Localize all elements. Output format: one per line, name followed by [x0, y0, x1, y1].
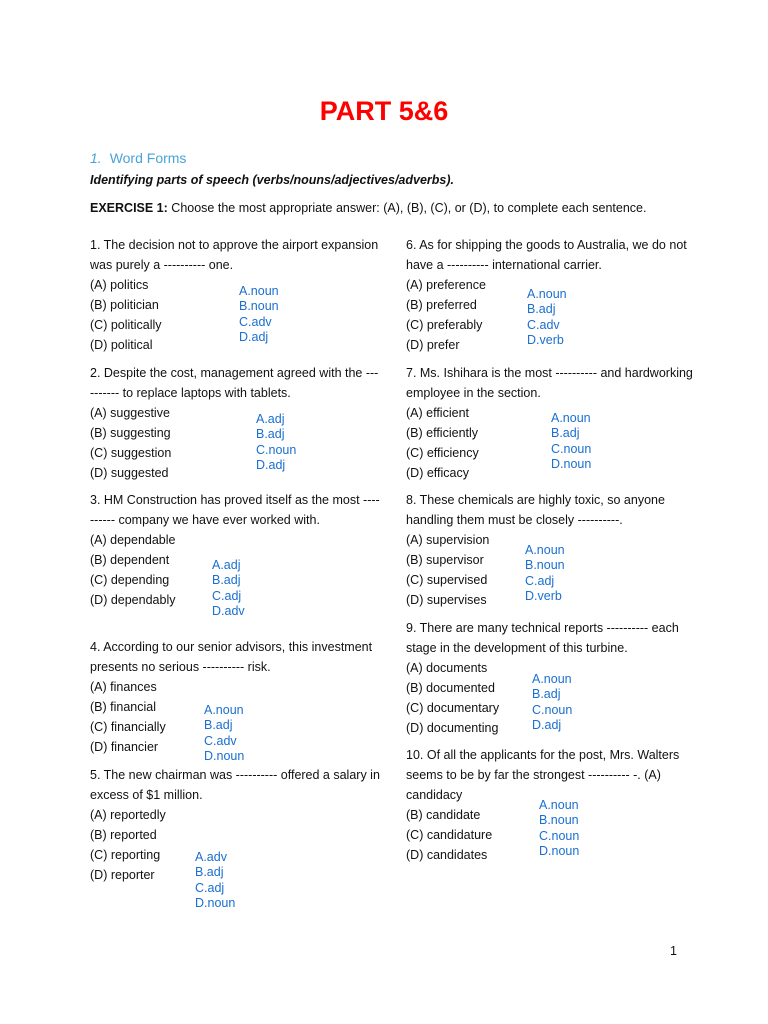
- answer-notes-4: [204, 703, 244, 764]
- option: (B) candidate: [406, 808, 481, 822]
- answer-note: C.adv: [527, 317, 560, 332]
- answer-note: A.noun: [532, 672, 572, 686]
- option: (C) candidature: [406, 828, 493, 842]
- answer-notes-10: [539, 798, 579, 859]
- option: (C) politically: [90, 318, 162, 332]
- answer-note: A.adj: [256, 412, 285, 426]
- answer-note: A.noun: [204, 703, 244, 717]
- answer-note: C.noun: [539, 828, 580, 843]
- answer-note: C.adj: [212, 588, 242, 603]
- answer-note: B.noun: [525, 558, 565, 573]
- section-number: 1.: [90, 150, 102, 166]
- option: (A) suggestive: [90, 406, 170, 420]
- option: (A) efficient: [406, 406, 469, 420]
- option: (D) efficacy: [406, 466, 469, 480]
- option: (B) financial: [90, 700, 156, 714]
- option: (D) documenting: [406, 721, 499, 735]
- answer-note: B.adj: [527, 302, 556, 317]
- answer-note: A.noun: [525, 543, 565, 557]
- answer-note: C.noun: [256, 442, 297, 457]
- option: (D) reporter: [90, 868, 155, 882]
- option: (B) preferred: [406, 298, 477, 312]
- answer-note: C.noun: [532, 702, 573, 717]
- question-stem: 7. Ms. Ishihara is the most ---------- and hardworking employee in the section.: [406, 366, 693, 400]
- option: (A) politics: [90, 278, 149, 292]
- option: (C) financially: [90, 720, 166, 734]
- answer-notes-3: [212, 558, 245, 619]
- option: (B) efficiently: [406, 426, 479, 440]
- section-label: Word Forms: [109, 150, 187, 166]
- answer-note: B.noun: [239, 299, 279, 314]
- option: (D) financier: [90, 740, 159, 754]
- answer-note: C.adj: [525, 573, 555, 588]
- answer-note: B.noun: [539, 813, 579, 828]
- question-stem: 3. HM Construction has proved itself as the most ---------- company we have ever worked with.: [90, 493, 380, 527]
- question-stem: 4. According to our senior advisors, this investment presents no serious ---------- risk.: [90, 640, 373, 674]
- answer-note: C.adj: [195, 880, 225, 895]
- answer-note: C.adv: [204, 733, 237, 748]
- answer-note: A.adj: [212, 558, 241, 572]
- answer-notes-9: [532, 672, 572, 733]
- option: (A) supervision: [406, 533, 490, 547]
- question-stem: 5. The new chairman was ---------- offered a salary in excess of $1 million.: [90, 768, 380, 802]
- answer-notes-5: [195, 850, 235, 911]
- answer-note: A.noun: [527, 287, 567, 301]
- question-stem: 10. Of all the applicants for the post, Mrs. Walters seems to be by far the strongest ---------- -. (A) candidacy: [406, 748, 680, 802]
- answer-notes-7: [551, 411, 591, 472]
- option: (D) prefer: [406, 338, 460, 352]
- answer-notes-6: [527, 287, 567, 348]
- option: (C) preferably: [406, 318, 483, 332]
- answer-note: D.noun: [551, 456, 592, 471]
- option: (B) documented: [406, 681, 495, 695]
- answer-note: B.adj: [256, 427, 285, 442]
- answer-note: C.adv: [239, 314, 272, 329]
- answer-note: D.verb: [527, 332, 564, 347]
- option: (A) documents: [406, 661, 488, 675]
- option: (B) politician: [90, 298, 159, 312]
- question-stem: 9. There are many technical reports ---------- each stage in the development of this turbine.: [406, 621, 679, 655]
- option: (A) finances: [90, 680, 157, 694]
- answer-note: D.verb: [525, 588, 562, 603]
- answer-note: B.adj: [551, 426, 580, 441]
- answer-note: D.noun: [204, 748, 245, 763]
- answer-note: B.adj: [195, 865, 224, 880]
- question-stem: 8. These chemicals are highly toxic, so anyone handling them must be closely ----------.: [406, 493, 665, 527]
- answer-note: D.noun: [539, 843, 580, 858]
- exercise-instruction: [90, 201, 646, 215]
- answer-note: D.noun: [195, 895, 236, 910]
- page-number: 1: [670, 944, 677, 958]
- section-heading: [90, 150, 186, 166]
- question-stem: 6. As for shipping the goods to Australia, we do not have a ---------- international carrier.: [406, 238, 687, 272]
- option: (D) suggested: [90, 466, 169, 480]
- option: (B) reported: [90, 828, 157, 842]
- option: (C) documentary: [406, 701, 500, 715]
- option: (A) preference: [406, 278, 486, 292]
- option: (B) suggesting: [90, 426, 171, 440]
- answer-notes-1: [239, 284, 279, 345]
- question-1: [90, 235, 380, 355]
- option: (C) suggestion: [90, 446, 172, 460]
- subtitle: Identifying parts of speech (verbs/nouns/adjectives/adverbs).: [90, 173, 454, 187]
- question-stem: 2. Despite the cost, management agreed with the ---------- to replace laptops with tablets.: [90, 366, 379, 400]
- option: (D) dependably: [90, 593, 176, 607]
- option: (A) reportedly: [90, 808, 166, 822]
- answer-note: B.adj: [532, 687, 561, 702]
- option: (C) depending: [90, 573, 170, 587]
- answer-note: D.adj: [532, 717, 562, 732]
- exercise-text: Choose the most appropriate answer: (A), (B), (C), or (D), to complete each sentence.: [167, 201, 647, 215]
- page-title: PART 5&6: [319, 96, 449, 126]
- option: (C) supervised: [406, 573, 488, 587]
- question-2: [90, 363, 380, 483]
- answer-note: B.adj: [212, 573, 241, 588]
- answer-note: D.adj: [256, 457, 286, 472]
- answer-note: A.adv: [195, 850, 227, 864]
- answer-note: A.noun: [539, 798, 579, 812]
- option: (B) supervisor: [406, 553, 484, 567]
- answer-note: A.noun: [551, 411, 591, 425]
- option: (A) dependable: [90, 533, 176, 547]
- option: (C) reporting: [90, 848, 161, 862]
- option: (D) political: [90, 338, 153, 352]
- option: (D) candidates: [406, 848, 488, 862]
- answer-notes-2: [256, 412, 296, 473]
- question-stem: 1. The decision not to approve the airport expansion was purely a ---------- one.: [90, 238, 379, 272]
- answer-note: D.adj: [239, 329, 269, 344]
- option: (B) dependent: [90, 553, 170, 567]
- answer-notes-8: [525, 543, 565, 604]
- answer-note: C.noun: [551, 441, 592, 456]
- option: (C) efficiency: [406, 446, 479, 460]
- answer-note: A.noun: [239, 284, 279, 298]
- answer-note: B.adj: [204, 718, 233, 733]
- option: (D) supervises: [406, 593, 487, 607]
- exercise-label: EXERCISE 1:: [90, 201, 168, 215]
- answer-note: D.adv: [212, 603, 245, 618]
